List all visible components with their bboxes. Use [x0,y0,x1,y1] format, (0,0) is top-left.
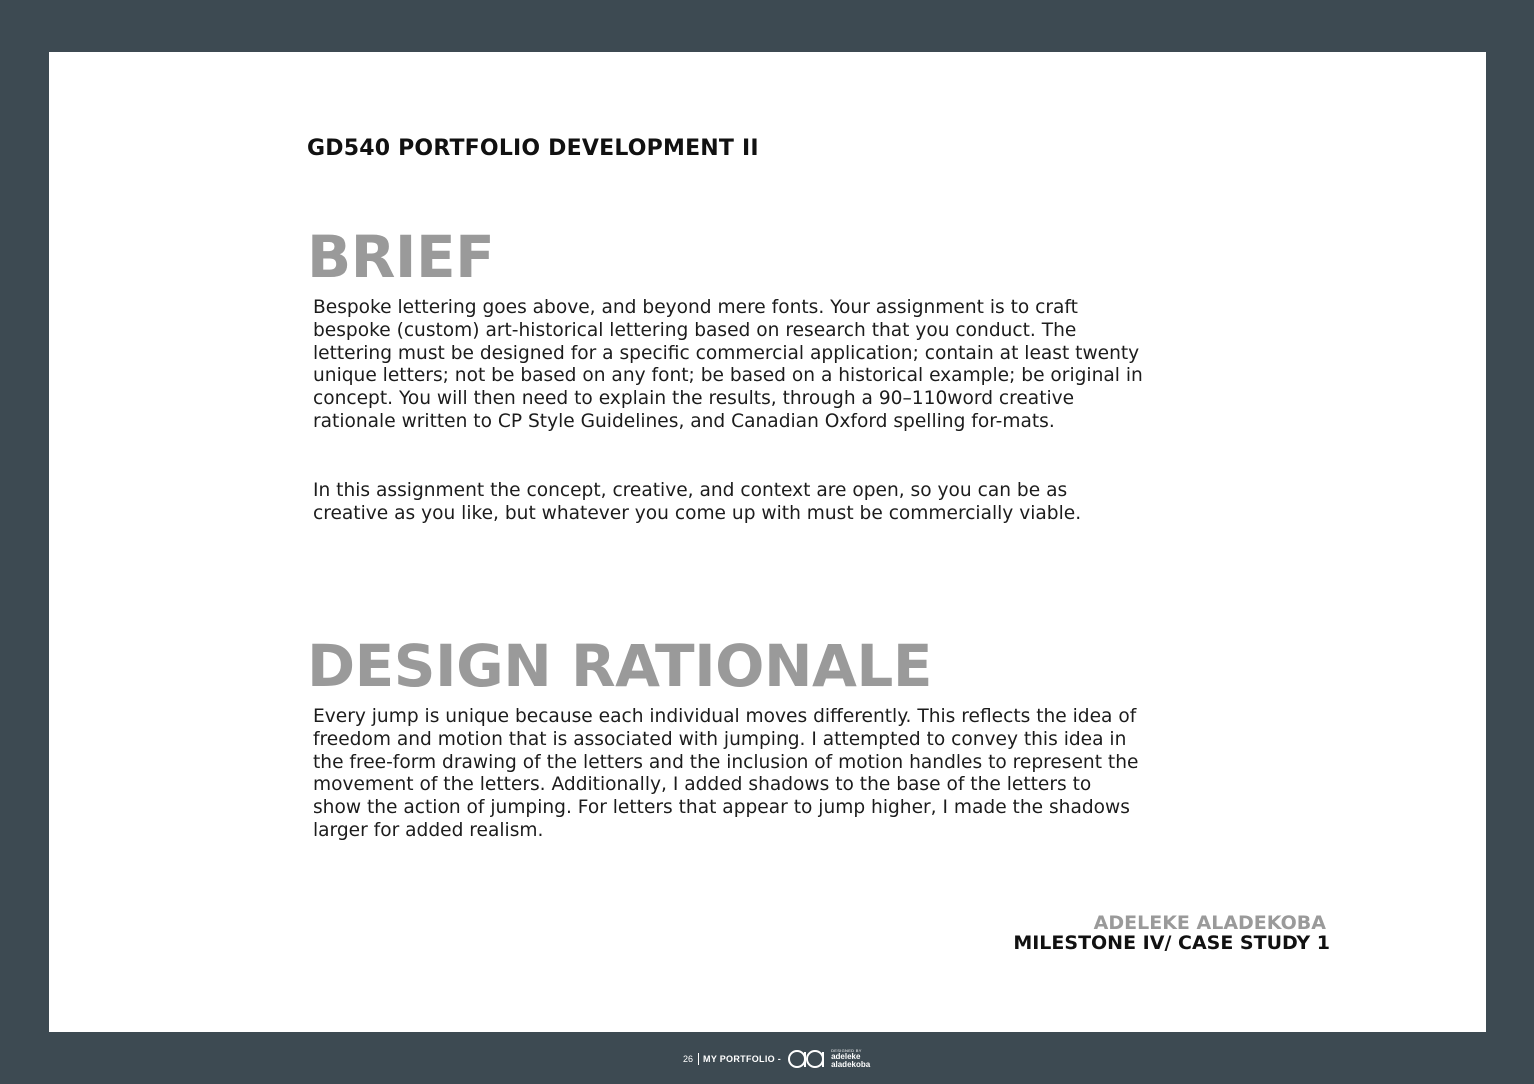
footer-divider [698,1053,699,1065]
logo-first-name: adeleke [831,1052,861,1061]
portfolio-label: MY PORTFOLIO - [703,1054,782,1064]
page-number: 26 [683,1054,694,1064]
footer-logo-text [831,1049,870,1069]
brief-heading: BRIEF [307,223,495,291]
design-rationale-heading: DESIGN RATIONALE [307,632,932,700]
course-title: GD540 PORTFOLIO DEVELOPMENT II [307,136,759,161]
design-rationale-paragraph: Every jump is unique because each individual moves differently. This reflects the idea of freedom and motion that is associated with jumping. I attempted to convey this idea in the free-form drawing of the letters and the inclusion of motion handles to represent the movement of the letters. Additionally, I added shadows to the base of the letters to show the action of jumping. For letters that appear to jump higher, I made the shadows larger for added realism. [313,706,1139,841]
page-footer [683,1046,870,1072]
logo-designed-by: DESIGNED BY [831,1048,862,1053]
logo-last-name: aladekoba [831,1060,871,1069]
brief-paragraph-2: In this assignment the concept, creative, and context are open, so you can be as creative as you like, but whatever you come up with must be commercially viable. [313,480,1082,524]
document-page [49,52,1486,1032]
aa-monogram-icon [787,1048,827,1070]
milestone-label: MILESTONE IV/ CASE STUDY 1 [1013,932,1330,954]
brief-paragraph-1: Bespoke lettering goes above, and beyond mere fonts. Your assignment is to craft bespoke (custom) art-historical lettering based on research that you conduct. The lettering must be designed for a specific commercial application; contain at least twenty unique letters; not be based on any font; be based on a historical example; be original in concept. You will then need to explain the results, through a 90–110word creative rationale written to CP Style Guidelines, and Canadian Oxford spelling for-mats. [313,297,1143,432]
author-name: ADELEKE ALADEKOBA [1093,912,1326,934]
